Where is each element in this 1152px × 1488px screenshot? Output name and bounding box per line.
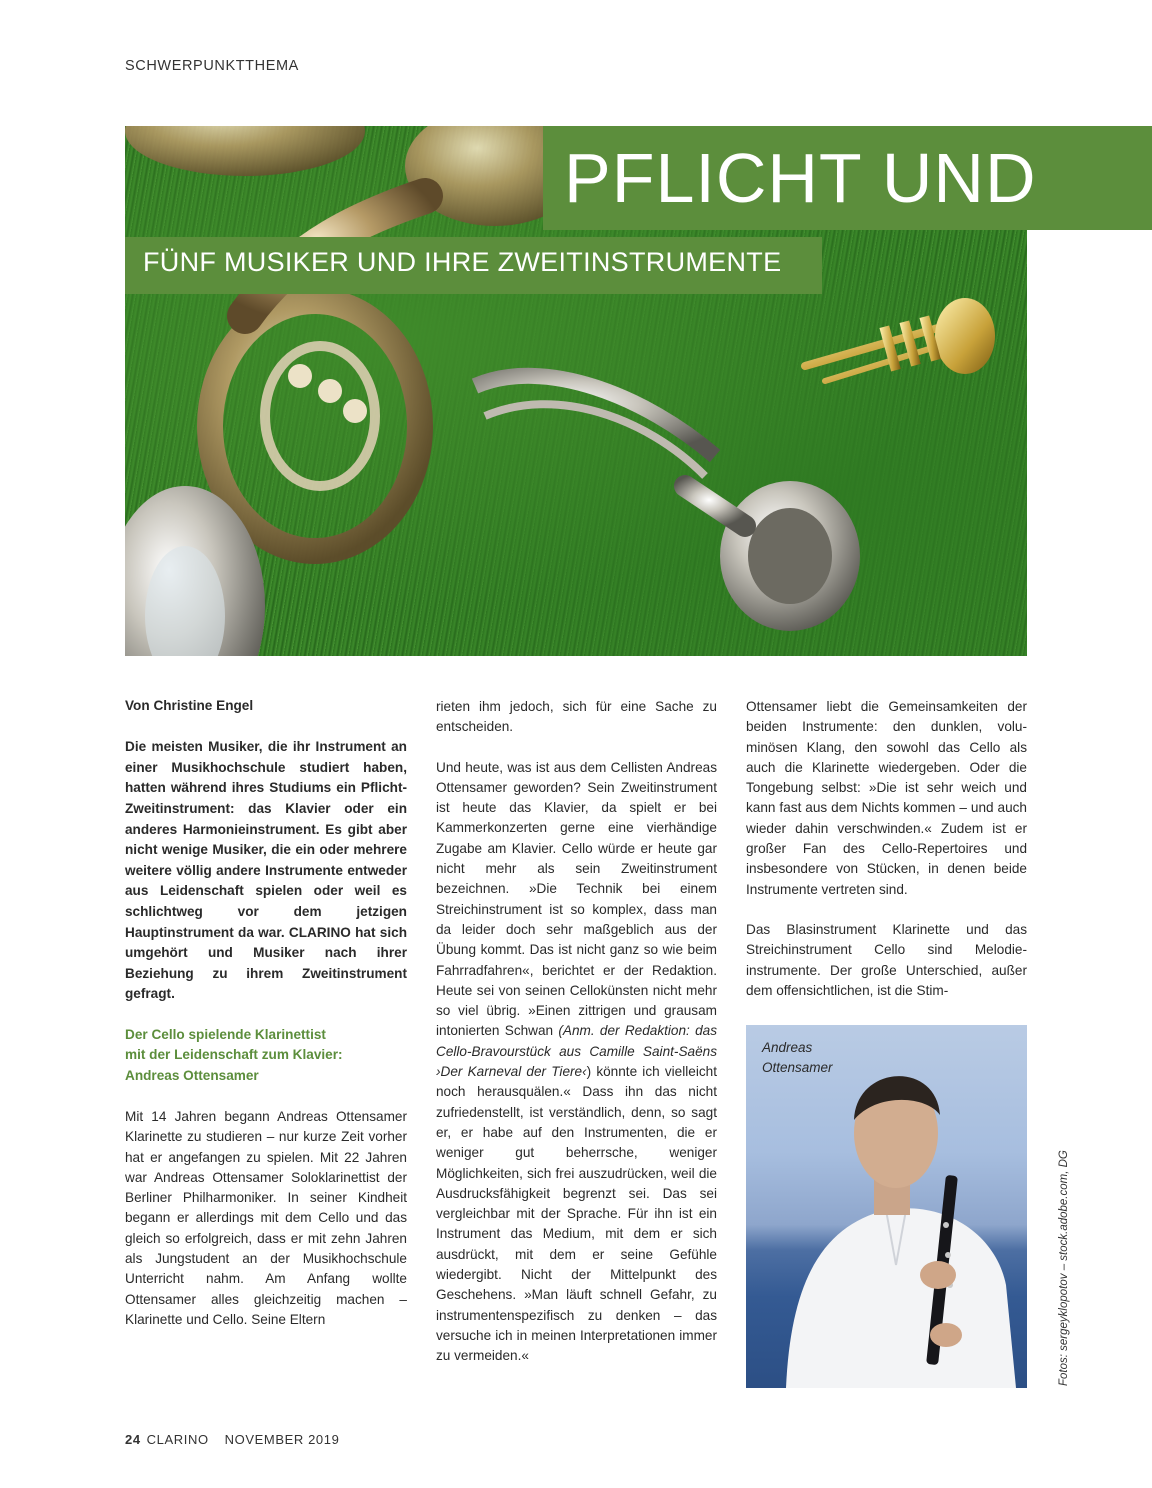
photo-credit: Fotos: sergeyklopotov – stock.adobe.com, DG <box>1058 1150 1070 1386</box>
portrait-photo <box>746 1025 1027 1388</box>
body-paragraph: Ottensamer liebt die Gemeinsamkeiten der beiden Instrumente: den dunklen, voluminösen Klang, den sowohl das Cello als auch die Klarinette wiedergeben. Oder die Tongebung selbst: »Die ist sehr weich und kann fast aus dem Nichts kommen – und auch wieder dahin verschwinden.« Zudem ist er großer Fan des Cello-Repertoires und insbesondere von Stücken, in denen beide Instrumente vertreten sind. <box>746 699 1027 897</box>
page-number: 24 <box>125 1432 141 1447</box>
clarinettist-illustration <box>746 1025 1027 1388</box>
subhead-line-2: mit der Leidenschaft zum Klavier: <box>125 1047 343 1063</box>
body-paragraph: Das Blasinstrument Klarinette und das Streichinstrument Cello sind Melodieinstrumente. Der große Unterschied, außer dem offensichtlichen, ist die Stim- <box>746 921 1027 998</box>
author-byline: Von Christine Engel <box>125 698 254 713</box>
body-paragraph: Mit 14 Jahren begann Andreas Ottensamer Klarinette zu studieren – nur kurze Zeit vorher hat er angefangen zu spielen. Mit 22 Jahren war Andreas Ottensamer Soloklarinettist der Berliner Philharmoniker. In seiner Kindheit begann er allerdings mit dem Cello und das gleich so erfolgreich, dass er mit zehn Jahren als Jungstudent an der Musikhochschule Unterricht nahm. Am Anfang wollte Ottensamer alles gleichzeitig machen – Klarinette und Cello. Seine Eltern <box>125 1108 407 1327</box>
body-paragraph <box>436 758 717 1367</box>
lead-paragraph: Die meisten Musiker, die ihr Instrument an einer Musikhochschule studiert haben, hatten während ihres Studiums ein Pflicht-Zweitinstrument: das Klavier oder ein anderes Harmonieinstrument. Es gibt aber nicht wenige Musiker, die ein oder mehrere weitere völlig andere Instrumente entweder aus Leidenschaft spielen oder weil es schlichtweg vor dem jetzigen Hauptinstrument da war. CLARINO hat sich umgehört und Musiker nach ihrer Beziehung zu ihrem Zweitinstrument gefragt. <box>125 739 407 1002</box>
body-text: Und heute, was ist aus dem Cellisten Andreas Ottensamer geworden? Sein Zweitinstrument ist heute das Klavier, da spielt er bei Kammerkonzerten gerne eine vierhändige Zugabe am Klavier. Cello würde er heute gar nicht mehr als sein Zweitinstrument bezeichnen. »Die Technik bei einem Streichinstrument ist so komplex, dass man da leider doch sehr maßgeblich aus der Übung kommt. Das ist nicht ganz so wie beim Fahrradfahren«, berichtet er der Redaktion. Heute sei von seinen Cellokünsten nicht mehr so viel übrig. »Einen zittrigen und grausam intonierten Schwan <box>436 759 717 1039</box>
column-3 <box>746 697 1027 1021</box>
subhead-line-3: Andreas Ottensamer <box>125 1067 259 1083</box>
column-2 <box>436 697 717 1387</box>
portrait-caption <box>762 1038 872 1078</box>
article-title: PFLICHT UND <box>564 139 1037 217</box>
caption-line-2: Ottensamer <box>762 1060 833 1075</box>
page-footer <box>125 1432 339 1447</box>
issue-date: NOVEMBER 2019 <box>224 1432 340 1447</box>
section-subhead <box>125 1025 407 1086</box>
editor-note: (Anm. der Redaktion: das Cello-Bravourstück aus Camille Saint-Saëns ›Der Karneval der Tiere‹ <box>436 1023 718 1080</box>
article-subtitle: FÜNF MUSIKER UND IHRE ZWEITINSTRUMENTE <box>143 247 782 277</box>
magazine-name: CLARINO <box>146 1432 209 1447</box>
subhead-line-1: Der Cello spielende Klarinettist <box>125 1027 326 1043</box>
column-1 <box>125 696 407 1350</box>
body-paragraph: rieten ihm jedoch, sich für eine Sache zu entscheiden. <box>436 699 717 735</box>
body-text: ) könnte ich vielleicht noch herausquälen.« Dass ihn das nicht zufriedenstellt, ist verständlich, denn, so sagt er, er habe auf den Instrumenten, die er weniger gut beherrsche, weniger Möglichkeiten, sich frei auszudrücken, weil die Ausdrucksfähigkeit begrenzt sei. Das sei vergleichbar mit der Sprache. Für ihn ist ein Instrument das Medium, mit dem er sich ausdrückt, mit dem er seine Gefühle wiedergibt. Nicht der Mittelpunkt des Geschehens. »Man läuft schnell Gefahr, zu instrumentenspezifisch zu denken – das versuche ich in meinen Interpretationen immer zu vermeiden.« <box>436 1064 717 1364</box>
section-label: SCHWERPUNKTTHEMA <box>125 58 299 74</box>
caption-line-1: Andreas <box>762 1040 813 1055</box>
